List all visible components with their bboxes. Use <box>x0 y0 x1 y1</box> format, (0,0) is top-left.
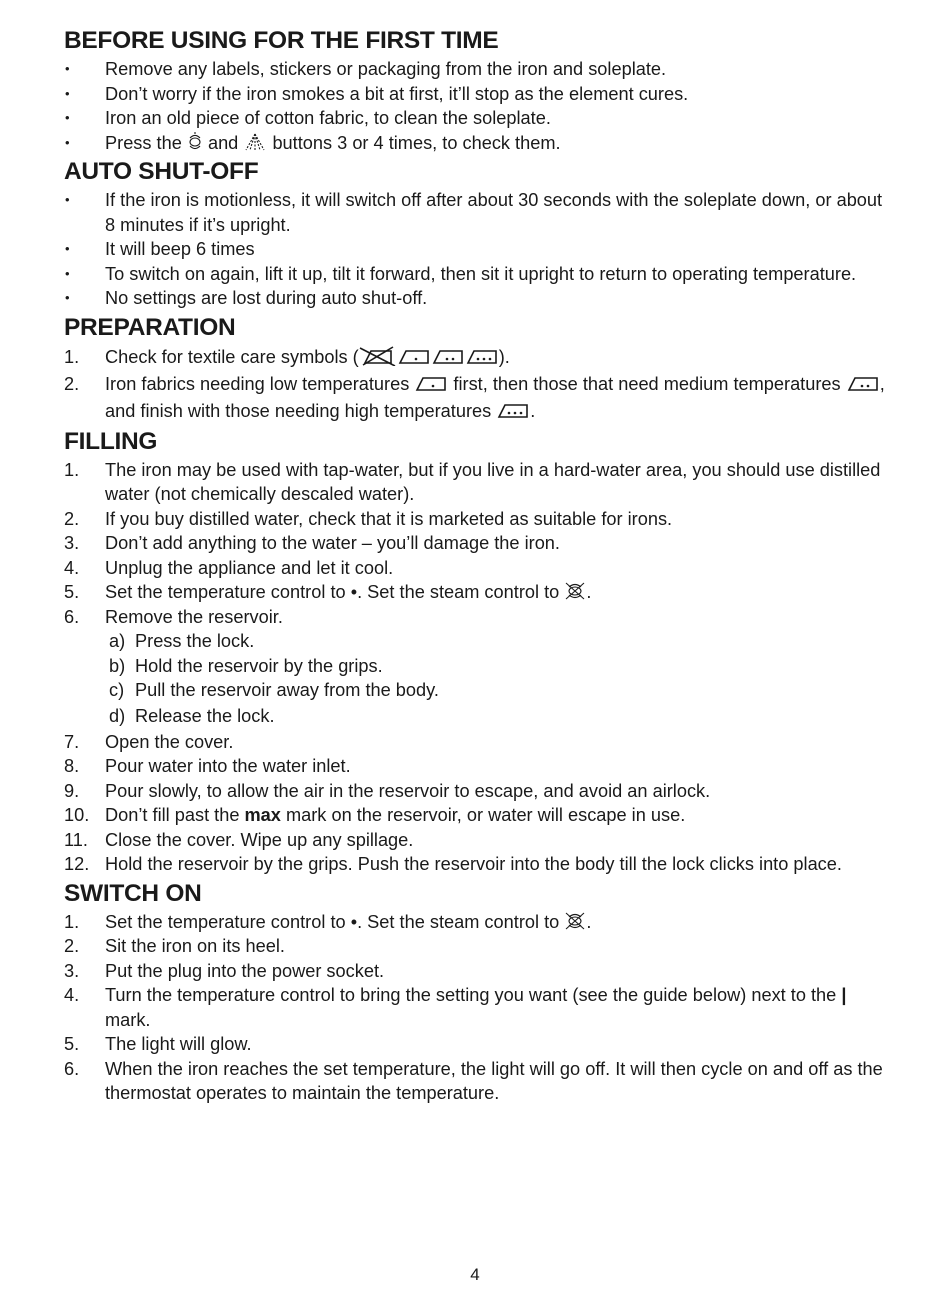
list-item: 3. Don’t add anything to the water – you’ll damage the iron. <box>64 533 560 553</box>
bullet: • <box>65 134 70 150</box>
index-mark: | <box>841 985 847 1005</box>
list-item: 2. Iron fabrics needing low temperatures first, then those that need medium temperatures , and finish with those needing high temperatures . <box>64 373 885 421</box>
section-preparation <box>64 311 894 425</box>
list-item: • To switch on again, lift it up, tilt it forward, then sit it upright to return to operating temperature. <box>64 262 894 287</box>
list-item: • Press the and buttons 3 or 4 times, to check them. <box>64 131 894 156</box>
bullet: • <box>65 290 70 305</box>
list-item: 6. When the iron reaches the set temperature, the light will go off. It will then cycle on and off as the thermostat operates to maintain the temperature. <box>64 1058 883 1103</box>
list-item: 12. Hold the reservoir by the grips. Push the reservoir into the body till the lock clicks into place. <box>64 854 842 874</box>
numbered-list <box>64 344 894 425</box>
list-item: • If the iron is motionless, it will switch off after about 30 seconds with the soleplate down, or about 8 minutes if it’s upright. <box>65 190 883 235</box>
numbered-list <box>64 458 894 630</box>
list-item: 7. Open the cover. <box>64 731 234 752</box>
steam-burst-icon <box>187 132 203 152</box>
iron-low-temp-icon <box>397 346 431 366</box>
iron-high-temp-icon <box>465 346 499 366</box>
section-heading: SWITCH ON <box>64 879 202 907</box>
numbered-list <box>64 910 894 1106</box>
max-mark-label: max <box>244 805 281 825</box>
section-switch-on <box>64 877 894 1106</box>
bullet-list <box>64 188 894 311</box>
list-item: 3. Put the plug into the power socket. <box>64 960 385 981</box>
steam-off-icon <box>564 581 586 601</box>
spray-icon <box>243 132 267 152</box>
bullet: • <box>65 85 70 101</box>
bullet: • <box>65 110 70 125</box>
sub-list-item: a) Press the lock. <box>109 631 255 651</box>
iron-medium-temp-icon <box>431 346 465 366</box>
list-item: 11. Close the cover. Wipe up any spillage. <box>64 829 414 850</box>
section-heading: BEFORE USING FOR THE FIRST TIME <box>64 27 499 54</box>
list-item: • It will beep 6 times <box>64 237 894 262</box>
page-number: 4 <box>470 1265 480 1284</box>
list-item: • No settings are lost during auto shut-off. <box>64 286 894 311</box>
sub-list-item: d) Release the lock. <box>109 705 275 726</box>
list-item: 1. Check for textile care symbols ( ). <box>64 346 510 367</box>
list-item: 1. The iron may be used with tap-water, but if you live in a hard-water area, you should use distilled water (not chemically descaled water). <box>64 459 881 504</box>
list-item: 2. Sit the iron on its heel. <box>64 936 285 956</box>
list-item: 5. Set the temperature control to •. Set the steam control to . <box>64 582 592 602</box>
section-heading: AUTO SHUT-OFF <box>64 158 259 185</box>
section-heading: PREPARATION <box>64 313 236 341</box>
list-item: 8. Pour water into the water inlet. <box>64 756 351 776</box>
section-heading: FILLING <box>64 427 158 455</box>
list-item: 5. The light will glow. <box>64 1034 252 1054</box>
list-item: • Iron an old piece of cotton fabric, to clean the soleplate. <box>64 106 894 131</box>
bullet: • <box>65 61 70 76</box>
sub-list-item: c) Pull the reservoir away from the body. <box>109 680 439 700</box>
list-item: 6. Remove the reservoir. <box>64 606 283 627</box>
list-item: 10. Don’t fill past the max mark on the reservoir, or water will escape in use. <box>64 805 686 825</box>
document-page <box>64 24 894 1106</box>
iron-high-temp-icon <box>496 400 530 420</box>
bullet: • <box>65 265 70 281</box>
bullet-list <box>64 57 894 155</box>
bullet: • <box>65 241 70 256</box>
sub-list <box>64 629 894 730</box>
section-before-first-use <box>64 24 894 155</box>
steam-off-icon <box>564 911 586 931</box>
section-filling <box>64 425 894 877</box>
list-item: 4. Unplug the appliance and let it cool. <box>64 557 394 578</box>
list-item: • Remove any labels, stickers or packaging from the iron and soleplate. <box>64 57 894 82</box>
iron-medium-temp-icon <box>846 373 880 393</box>
list-item: 1. Set the temperature control to •. Set the steam control to . <box>64 911 592 932</box>
temperature-dot: • <box>350 911 358 932</box>
list-item: • Don’t worry if the iron smokes a bit at first, it’ll stop as the element cures. <box>64 82 894 107</box>
section-auto-shut-off <box>64 155 894 311</box>
temperature-dot: • <box>350 582 358 602</box>
do-not-iron-icon <box>359 346 397 366</box>
numbered-list <box>64 730 894 877</box>
sub-list-item: b) Hold the reservoir by the grips. <box>109 655 383 676</box>
list-item: 4. Turn the temperature control to bring the setting you want (see the guide below) next to the | mark. <box>64 985 847 1030</box>
list-item: 2. If you buy distilled water, check that it is marketed as suitable for irons. <box>64 508 673 529</box>
list-item: 9. Pour slowly, to allow the air in the reservoir to escape, and avoid an airlock. <box>64 780 711 801</box>
bullet: • <box>65 192 70 207</box>
iron-low-temp-icon <box>414 373 448 393</box>
